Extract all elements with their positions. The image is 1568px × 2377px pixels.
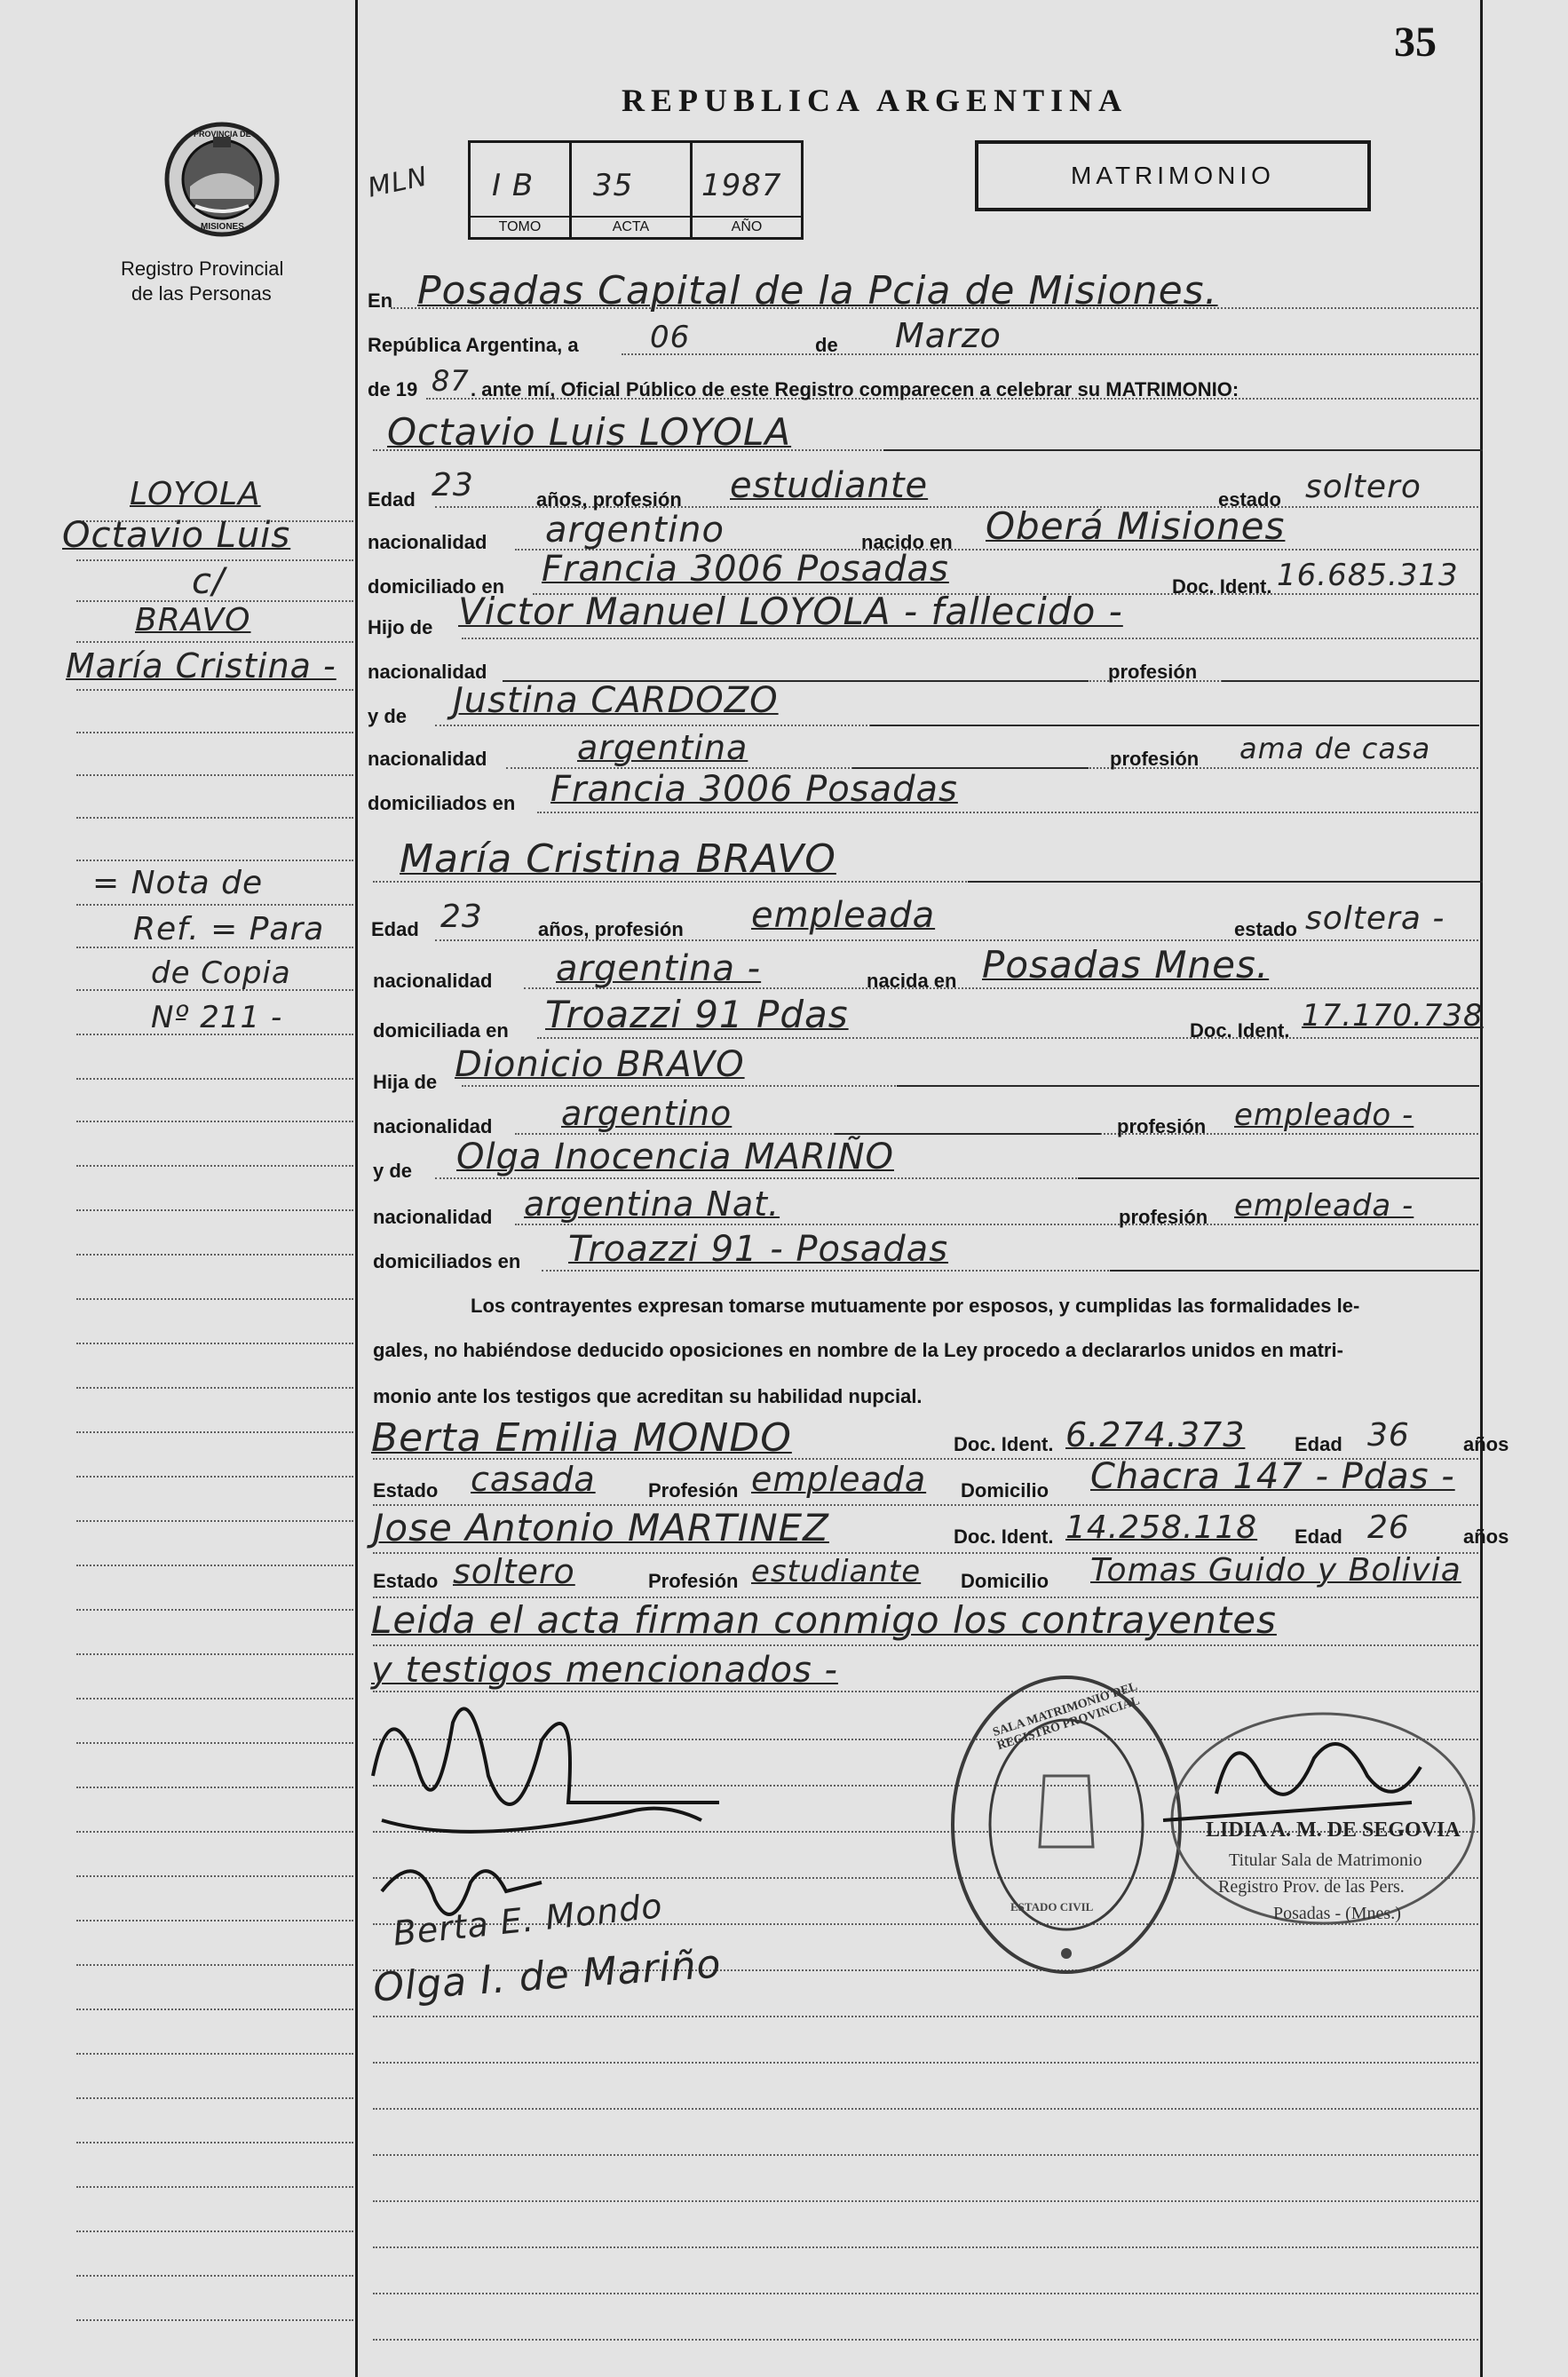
record-acta: 35 <box>592 168 634 203</box>
label-groom-father-profesion: profesión <box>1108 661 1198 683</box>
witness2-age: 26 <box>1367 1509 1410 1546</box>
record-anio-label: AÑO <box>731 219 763 234</box>
witness2-doc: 14.258.118 <box>1065 1509 1258 1546</box>
label-domiciliada-en: domiciliada en <box>373 1019 509 1042</box>
label-groom-estado: estado <box>1218 488 1281 511</box>
seal-bottom-text: MISIONES <box>201 222 244 232</box>
groom-birthplace: Oberá Misiones <box>986 504 1286 548</box>
bride-mother-nationality: argentina Nat. <box>524 1185 780 1224</box>
label-groom-mother-profesion: profesión <box>1110 748 1200 770</box>
groom-parents-address: Francia 3006 Posadas <box>550 769 958 810</box>
bride-name: María Cristina BRAVO <box>400 836 836 882</box>
officer-name: LIDIA A. M. DE SEGOVIA <box>1206 1818 1461 1842</box>
label-witness1-doc: Doc. Ident. <box>954 1433 1054 1455</box>
witness1-profession: empleada <box>751 1460 927 1499</box>
witness1-status: casada <box>471 1460 596 1499</box>
declaration-line1: Los contrayentes expresan tomarse mutuamente por esposos, y cumplidas las formalidades le- <box>471 1295 1360 1317</box>
month-value: Marzo <box>895 316 1002 355</box>
label-republica: República Argentina, a <box>368 334 579 356</box>
witness2-status: soltero <box>453 1552 575 1591</box>
label-witness1-profesion: Profesión <box>648 1479 739 1501</box>
groom-mother: Justina CARDOZO <box>453 680 779 721</box>
closing-line2: y testigos mencionados - <box>371 1650 838 1691</box>
provincial-seal <box>160 117 284 242</box>
label-groom-anios-profesion: años, profesión <box>536 488 682 511</box>
groom-status: soltero <box>1305 469 1421 505</box>
record-number-box <box>468 140 804 240</box>
registry-name-line2: de las Personas <box>131 282 272 305</box>
witness1-age: 36 <box>1367 1417 1410 1454</box>
bride-father-nationality: argentino <box>561 1094 733 1133</box>
groom-father: Victor Manuel LOYOLA - fallecido - <box>458 590 1123 633</box>
margin-surname2: BRAVO <box>135 602 251 638</box>
record-acta-label: ACTA <box>612 219 650 234</box>
page-number: 35 <box>1394 19 1437 66</box>
act-type-box <box>975 140 1371 211</box>
year-suffix-value: 87 <box>432 364 470 398</box>
label-bride-edad: Edad <box>371 918 419 940</box>
label-bride-father-nacionalidad: nacionalidad <box>373 1115 493 1137</box>
officer-title3: Posadas - (Mnes.) <box>1273 1904 1401 1923</box>
label-witness2-estado: Estado <box>373 1570 439 1592</box>
label-groom-edad: Edad <box>368 488 416 511</box>
margin-ref3: de Copia <box>151 955 291 991</box>
label-domiciliado-en: domiciliado en <box>368 575 505 598</box>
label-bride-y-de: y de <box>373 1160 413 1182</box>
label-witness2-doc: Doc. Ident. <box>954 1525 1054 1548</box>
record-anio: 1987 <box>701 168 782 203</box>
closing-line1: Leida el acta firman conmigo los contrayentes <box>371 1598 1277 1642</box>
label-nacida-en: nacida en <box>867 970 957 992</box>
label-bride-mother-nacionalidad: nacionalidad <box>373 1206 493 1228</box>
label-witness2-domicilio: Domicilio <box>961 1570 1049 1592</box>
bride-father-profession: empleado - <box>1234 1097 1414 1133</box>
bride-age: 23 <box>440 899 483 935</box>
right-margin-rule <box>1480 0 1483 2377</box>
declaration-line2: gales, no habiéndose deducido oposiciones en nombre de la Ley procedo a declararlos unidos en matri- <box>373 1339 1343 1361</box>
officer-title1: Titular Sala de Matrimonio <box>1229 1850 1422 1870</box>
day-value: 06 <box>650 320 691 355</box>
groom-name: Octavio Luis LOYOLA <box>387 410 792 454</box>
bride-birthplace: Posadas Mnes. <box>982 943 1270 986</box>
label-witness1-domicilio: Domicilio <box>961 1479 1049 1501</box>
bride-profession: empleada <box>751 895 936 936</box>
record-tomo-label: TOMO <box>498 219 542 234</box>
round-stamp-inner: ESTADO CIVIL <box>1010 1900 1094 1913</box>
round-stamp-text: SALA MATRIMONIO DEL REGISTRO PROVINCIAL <box>991 1680 1142 1754</box>
label-de-19: de 19 <box>368 378 418 400</box>
label-witness2-anios: años <box>1463 1525 1509 1548</box>
bride-doc: 17.170.738 <box>1302 998 1484 1034</box>
groom-age: 23 <box>432 467 474 503</box>
witness2-name: Jose Antonio MARTINEZ <box>373 1506 829 1549</box>
witness1-name: Berta Emilia MONDO <box>371 1415 792 1461</box>
act-type: MATRIMONIO <box>1071 162 1275 189</box>
declaration-line3: monio ante los testigos que acreditan su habilidad nupcial. <box>373 1385 923 1407</box>
margin-ref4: Nº 211 - <box>151 1000 283 1035</box>
witness2-profession: estudiante <box>751 1554 922 1589</box>
witness2-domicile: Tomas Guido y Bolivia <box>1090 1552 1461 1589</box>
record-tomo: I B <box>492 168 535 203</box>
label-witness2-profesion: Profesión <box>648 1570 739 1592</box>
label-groom-nacionalidad: nacionalidad <box>368 531 487 553</box>
label-bride-estado: estado <box>1234 918 1297 940</box>
label-bride-anios-profesion: años, profesión <box>538 918 684 940</box>
groom-profession: estudiante <box>730 465 929 506</box>
label-bride-domiciliados-en: domiciliados en <box>373 1250 521 1272</box>
left-margin-rule <box>355 0 358 2377</box>
margin-given1: Octavio Luis <box>62 515 291 556</box>
label-bride-father-profesion: profesión <box>1117 1115 1207 1137</box>
label-ante-mi: . ante mí, Oficial Público de este Registro comparecen a celebrar su MATRIMONIO: <box>471 378 1239 400</box>
registry-name-line1: Registro Provincial <box>121 258 284 280</box>
bride-nationality: argentina - <box>556 948 762 989</box>
signature-groom <box>373 1708 719 1831</box>
label-groom-y-de: y de <box>368 705 408 727</box>
groom-doc: 16.685.313 <box>1277 558 1459 593</box>
label-de-month: de <box>815 334 838 356</box>
witness1-domicile: Chacra 147 - Pdas - <box>1090 1456 1455 1497</box>
bride-father: Dionicio BRAVO <box>455 1044 745 1085</box>
seal-top-text: PROVINCIA DE <box>194 130 251 139</box>
label-groom-doc: Doc. Ident. <box>1172 575 1272 598</box>
signature-witness1: Berta E. Mondo <box>391 1886 665 1953</box>
label-witness1-edad: Edad <box>1295 1433 1342 1455</box>
margin-ref1: = Nota de <box>92 865 264 901</box>
bride-mother-profession: empleada - <box>1234 1188 1414 1224</box>
groom-nationality: argentino <box>545 510 725 551</box>
bride-parents-address: Troazzi 91 - Posadas <box>568 1229 949 1270</box>
place-value: Posadas Capital de la Pcia de Misiones. <box>417 268 1218 313</box>
groom-mother-profession: ama de casa <box>1239 732 1431 765</box>
witness1-doc: 6.274.373 <box>1065 1415 1246 1454</box>
groom-address: Francia 3006 Posadas <box>542 549 949 590</box>
label-en: En <box>368 289 393 312</box>
margin-given2: María Cristina - <box>66 646 337 685</box>
label-hija-de: Hija de <box>373 1071 438 1093</box>
margin-mark: MLN <box>365 161 431 204</box>
margin-ref2: Ref. = Para <box>133 911 325 947</box>
officer-title2: Registro Prov. de las Pers. <box>1218 1877 1405 1897</box>
margin-surname1: LOYOLA <box>130 476 261 512</box>
label-witness2-edad: Edad <box>1295 1525 1342 1548</box>
signature-witness2: Olga I. de Mariño <box>371 1941 724 2011</box>
bride-mother: Olga Inocencia MARIÑO <box>456 1137 894 1177</box>
country-heading: REPUBLICA ARGENTINA <box>622 83 1128 118</box>
groom-mother-nationality: argentina <box>577 728 748 767</box>
label-bride-mother-profesion: profesión <box>1119 1206 1208 1228</box>
label-witness1-estado: Estado <box>373 1479 439 1501</box>
signature-officer <box>1163 1744 1421 1820</box>
label-groom-domiciliados-en: domiciliados en <box>368 792 516 814</box>
label-bride-doc: Doc. Ident. <box>1190 1019 1290 1042</box>
label-witness1-anios: años <box>1463 1433 1509 1455</box>
margin-conj: c/ <box>192 561 226 602</box>
label-groom-father-nacionalidad: nacionalidad <box>368 661 487 683</box>
label-bride-nacionalidad: nacionalidad <box>373 970 493 992</box>
label-nacido-en: nacido en <box>861 531 953 553</box>
label-hijo-de: Hijo de <box>368 616 433 638</box>
label-groom-mother-nacionalidad: nacionalidad <box>368 748 487 770</box>
bride-address: Troazzi 91 Pdas <box>545 993 849 1036</box>
bride-status: soltera - <box>1305 900 1445 937</box>
